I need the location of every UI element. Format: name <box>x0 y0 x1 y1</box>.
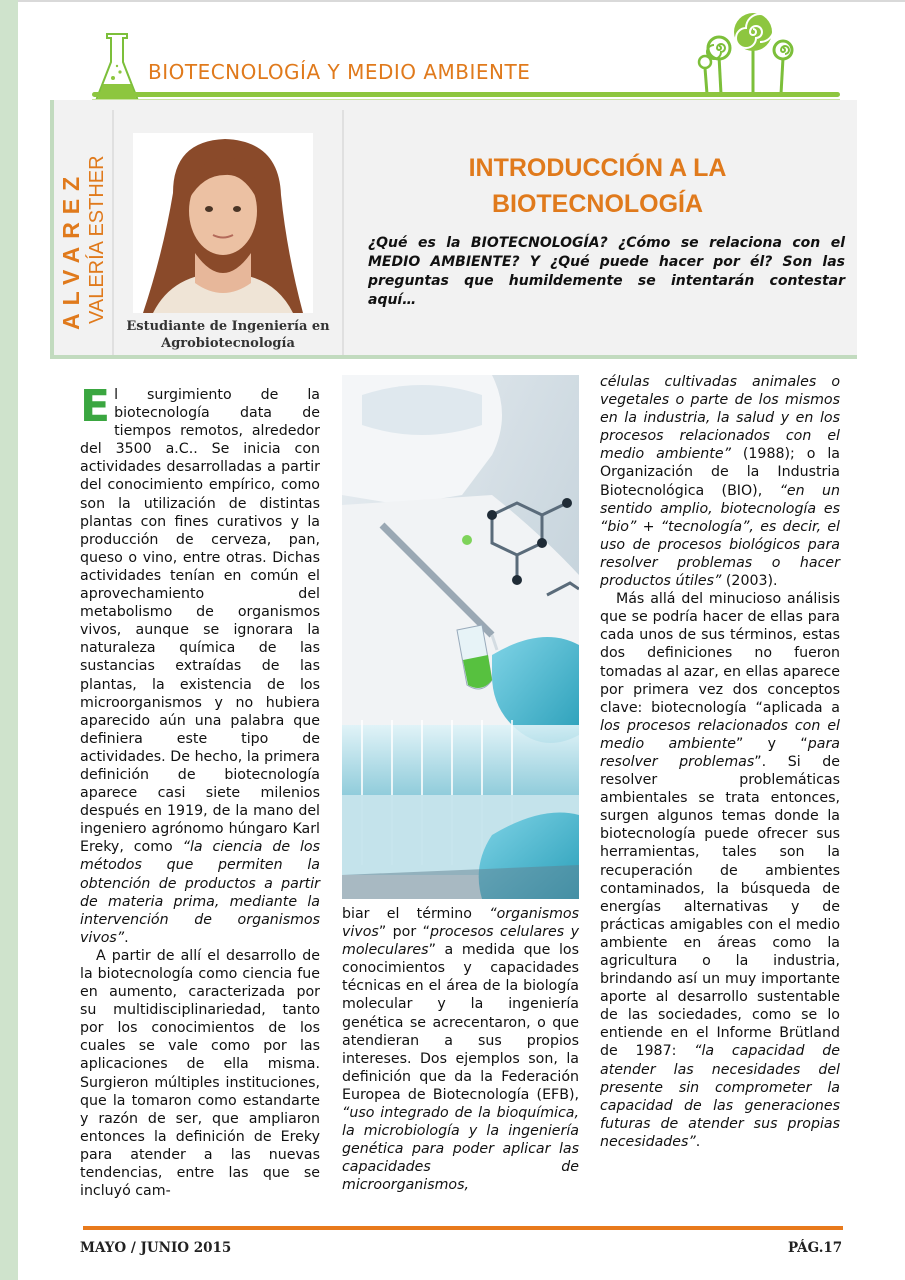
body-column-2 <box>342 905 579 1195</box>
quote: “la ciencia de los métodos que permiten la obtención de productos a partir de materia prima, mediante la intervención de organismos vivos” <box>80 839 320 946</box>
text-run: . <box>695 1133 701 1150</box>
header-rule <box>92 92 840 97</box>
author-first-names: VALERÍA ESTHER <box>86 155 108 324</box>
author-role: Estudiante de Ingeniería en Agrobiotecnología <box>126 319 330 351</box>
left-color-strip <box>0 0 18 1280</box>
quote: “la capacidad de atender las necesidades del presente sin comprometer la capacidad de las generaciones futuras de atender sus propias necesidades” <box>600 1043 840 1150</box>
body-column-1 <box>80 381 320 1200</box>
text-run: ” a medida que los conocimientos y capacidades técnicas en el área de la biología molecular y la ingeniería genética se acrecentaron, o que atendieran a sus propios intereses. Dos ejemplos son, la definición que da la Federación Europea de Biotecnología (EFB), <box>342 942 579 1103</box>
body-column-3 <box>600 373 840 1151</box>
quote: “en un sentido amplio, biotecnología es “bio” + “tecnología”, es decir, el uso de procesos biológicos para resolver problemas o hacer productos útiles” <box>600 482 840 590</box>
text-run: biar el término <box>342 906 490 922</box>
paragraph <box>342 905 579 1195</box>
section-title: BIOTECNOLOGÍA Y MEDIO AMBIENTE <box>148 60 531 84</box>
quote: procesos celulares y moleculares <box>342 924 579 959</box>
quote: para resolver problemas <box>600 735 840 770</box>
spiral-trees-icon <box>695 10 805 98</box>
text-run: . <box>124 929 129 946</box>
text-run: Más allá del minucioso análisis que se podría hacer de ellas para cada unos de sus términos, estas dos definiciones no fueron tomadas al azar, en ellas aparece por primera vez dos conceptos clave: biotecnología “aplicada a <box>600 591 840 716</box>
issue-date: MAYO / JUNIO 2015 <box>80 1240 232 1256</box>
text-run: ” y “ <box>735 735 808 752</box>
article-title: INTRODUCCIÓN A LA BIOTECNOLOGÍA <box>468 154 727 218</box>
text-run: l surgimiento de la biotecnología data de tiempos remotos, alrededor del 3500 a.C.. Se inicia con actividades desarrolladas a partir del conocimiento empírico, como son la utilización de distintas plantas con fines curativos y la producción de cerveza, pan, queso o vino, entre otras. Dichas actividades tenían en común el aprovechamiento del metabolismo de organismos vivos, aunque se ignorara la naturaleza química de las sustancias extraídas de las plantas, la existencia de los microorganismos y no hubiera aparecido aún una palabra que definiera este tipo de actividades. De hecho, la primera definición de biotecnología aparece casi siete milenios después en 1919, de la mano del ingeniero agrónomo húngaro Karl Ereky, como <box>80 387 320 856</box>
quote: “organismos vivos <box>342 906 579 941</box>
lab-photo <box>342 375 579 899</box>
quote: los procesos relacionados con el medio ambiente <box>600 717 840 752</box>
text-run: (2003). <box>721 573 778 590</box>
paragraph <box>80 381 320 947</box>
text-run: ” por “ <box>378 924 431 941</box>
column-separator <box>342 110 344 355</box>
paragraph <box>600 373 840 590</box>
author-surname: ALVAREZ <box>58 168 84 330</box>
quote: células cultivadas animales o vegetales o parte de los mismos en la industria, la salud y en los procesos relacionados con el medio ambiente” <box>600 374 840 463</box>
top-border <box>18 0 905 2</box>
quote: “uso integrado de la bioquímica, la microbiología y la ingeniería genética para poder aplicar las capacidades de microorganismos, <box>342 1105 579 1194</box>
paragraph <box>600 590 840 1151</box>
text-run: (1988); o la Organización de la Industria Biotecnológica (BIO), <box>600 446 840 499</box>
page-number: PÁG.17 <box>788 1240 843 1256</box>
text-run: ”. Si de resolver problemáticas ambientales se trata entonces, surgen algunos temas donde la biotecnología puede ofrecer sus herramientas, tales son la recuperación de ambientes contaminados, la búsqueda de energías alternativas y de prácticas amigables con el medio ambiente en áreas como la agricultura o la industria, brindando así un muy importante aporte al desarrollo sustentable de las sociedades, como se lo entiende en el Informe Brütland de 1987: <box>600 753 840 1060</box>
article-lead: ¿Qué es la BIOTECNOLOGÍA? ¿Cómo se relaciona con el MEDIO AMBIENTE? Y ¿Qué puede hacer por él? Son las preguntas que humildemente se intentarán contestar aquí… <box>368 235 845 308</box>
drop-cap: E <box>80 381 111 432</box>
author-photo <box>133 133 313 313</box>
footer-rule <box>83 1226 843 1230</box>
paragraph: A partir de allí el desarrollo de la biotecnología como ciencia fue en aumento, caracterizada por su multidisciplinariedad, tanto por los conocimientos de los cuales se vale como por las aplicaciones de ella misma. Surgieron múltiples instituciones, que la tomaron como estandarte y razón de ser, que ampliaron entonces la definición de Ereky para atender a las nuevas tendencias, entre las que se incluyó cam- <box>80 947 320 1200</box>
